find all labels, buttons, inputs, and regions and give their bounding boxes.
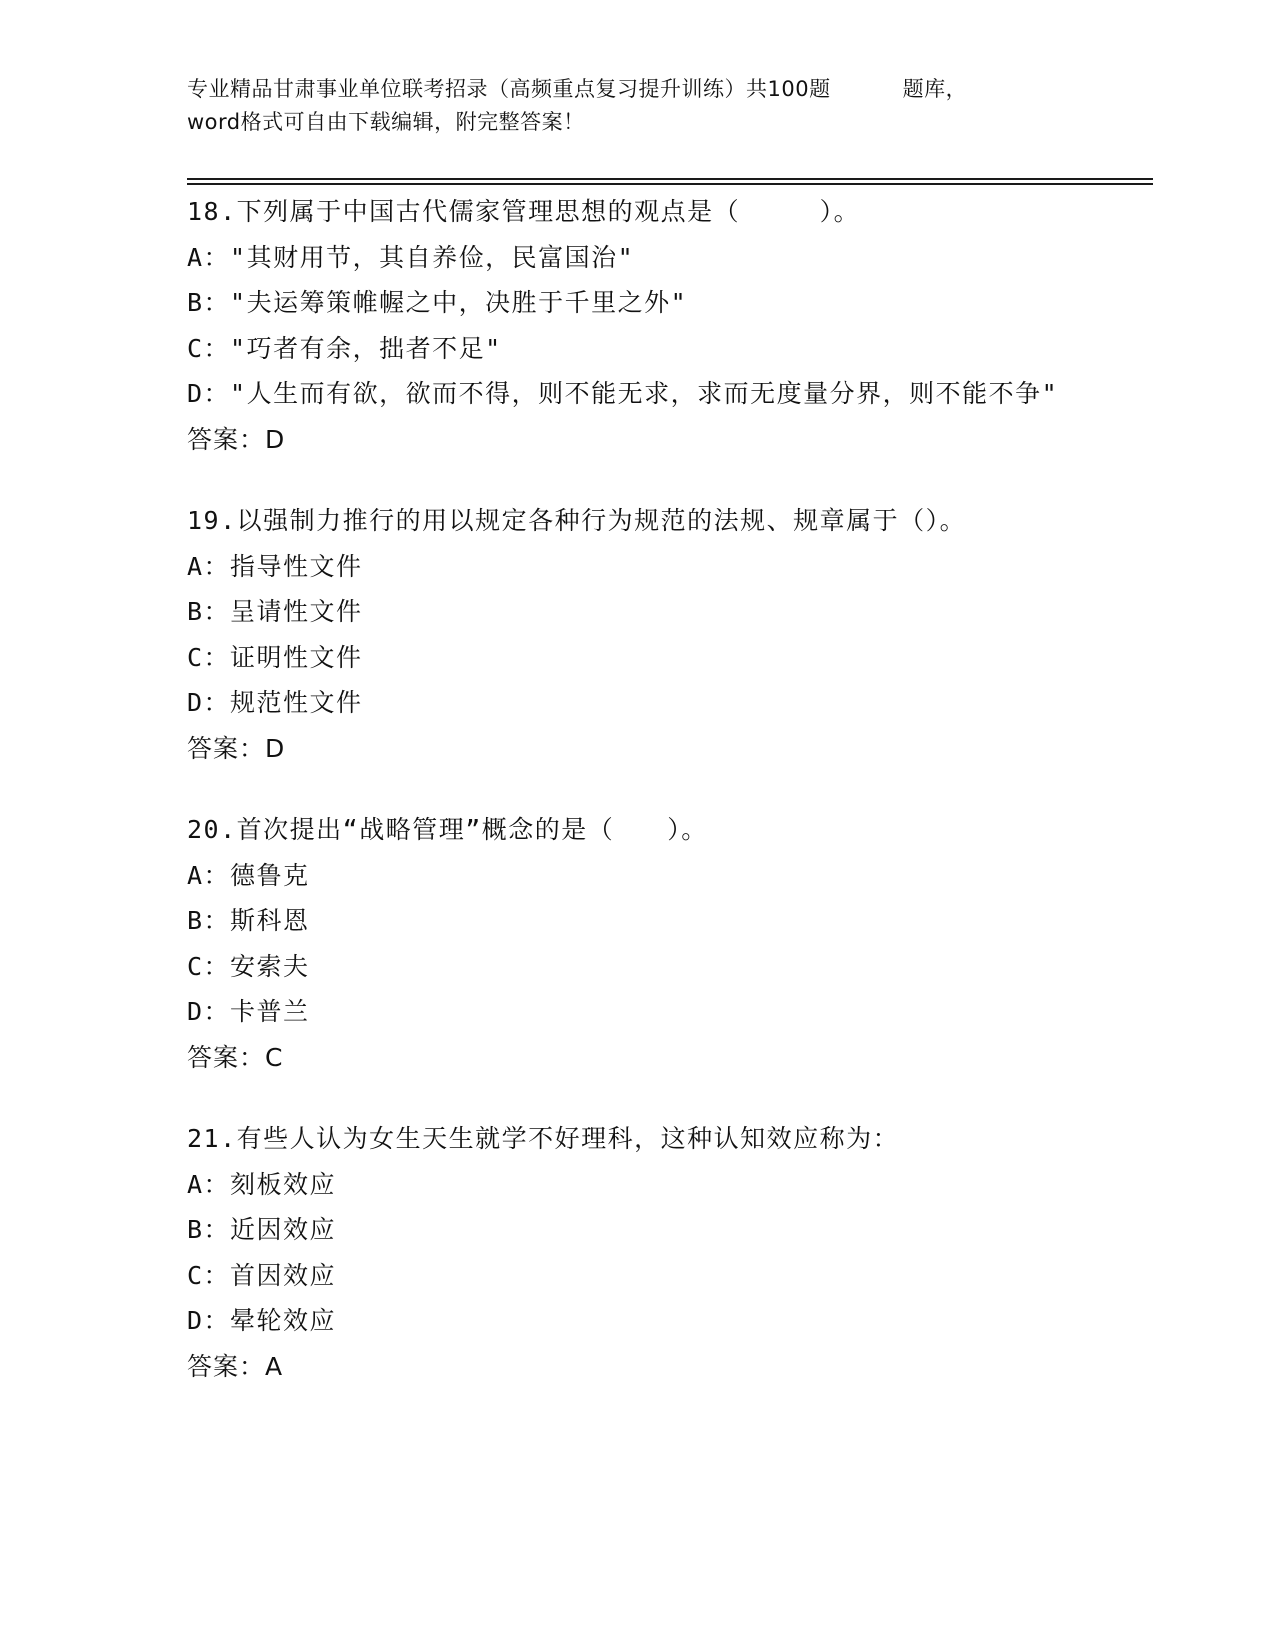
option-d: D："人生而有欲，欲而不得，则不能无求，求而无度量分界，则不能不争" bbox=[187, 379, 1059, 408]
header-line-1 bbox=[187, 73, 1067, 106]
question-18 bbox=[187, 189, 1067, 462]
option-c: C：证明性文件 bbox=[187, 642, 363, 672]
header-divider-top bbox=[187, 178, 1153, 180]
option-b: B：斯科恩 bbox=[187, 906, 310, 935]
header-title-tail: 题库， bbox=[902, 77, 968, 101]
header-title: 专业精品甘肃事业单位联考招录（高频重点复习提升训练）共100题 bbox=[187, 77, 831, 101]
option-a: A：刻板效应 bbox=[187, 1169, 337, 1199]
option-c: C：安索夫 bbox=[187, 951, 310, 981]
option-c: C："巧者有余，拙者不足" bbox=[187, 333, 502, 363]
question-stem: 21.有些人认为女生天生就学不好理科，这种认知效应称为： bbox=[187, 1124, 900, 1153]
option-c: C：首因效应 bbox=[187, 1260, 337, 1290]
option-a: A："其财用节，其自养俭，民富国治" bbox=[187, 242, 635, 272]
answer: 答案：D bbox=[187, 424, 286, 454]
option-b: B：近因效应 bbox=[187, 1215, 337, 1244]
document-header bbox=[187, 73, 1067, 139]
option-a: A：指导性文件 bbox=[187, 551, 363, 581]
option-b: B："夫运筹策帷幄之中，决胜于千里之外" bbox=[187, 288, 688, 317]
answer: 答案：D bbox=[187, 733, 286, 763]
question-list bbox=[187, 189, 1067, 1425]
option-b: B：呈请性文件 bbox=[187, 597, 363, 626]
question-19 bbox=[187, 498, 1067, 771]
answer: 答案：A bbox=[187, 1351, 284, 1381]
header-line-2: word格式可自由下载编辑，附完整答案！ bbox=[187, 110, 585, 134]
option-d: D：规范性文件 bbox=[187, 688, 363, 717]
question-stem: 18.下列属于中国古代儒家管理思想的观点是（ ）。 bbox=[187, 197, 861, 226]
question-21 bbox=[187, 1116, 1067, 1389]
option-a: A：德鲁克 bbox=[187, 860, 310, 890]
question-20 bbox=[187, 807, 1067, 1080]
question-stem: 19.以强制力推行的用以规定各种行为规范的法规、规章属于（）。 bbox=[187, 506, 967, 535]
header-divider-bottom bbox=[187, 183, 1153, 185]
answer: 答案：C bbox=[187, 1042, 284, 1072]
question-stem: 20.首次提出“战略管理”概念的是（ ）。 bbox=[187, 815, 708, 844]
option-d: D：卡普兰 bbox=[187, 997, 310, 1026]
option-d: D：晕轮效应 bbox=[187, 1306, 337, 1335]
